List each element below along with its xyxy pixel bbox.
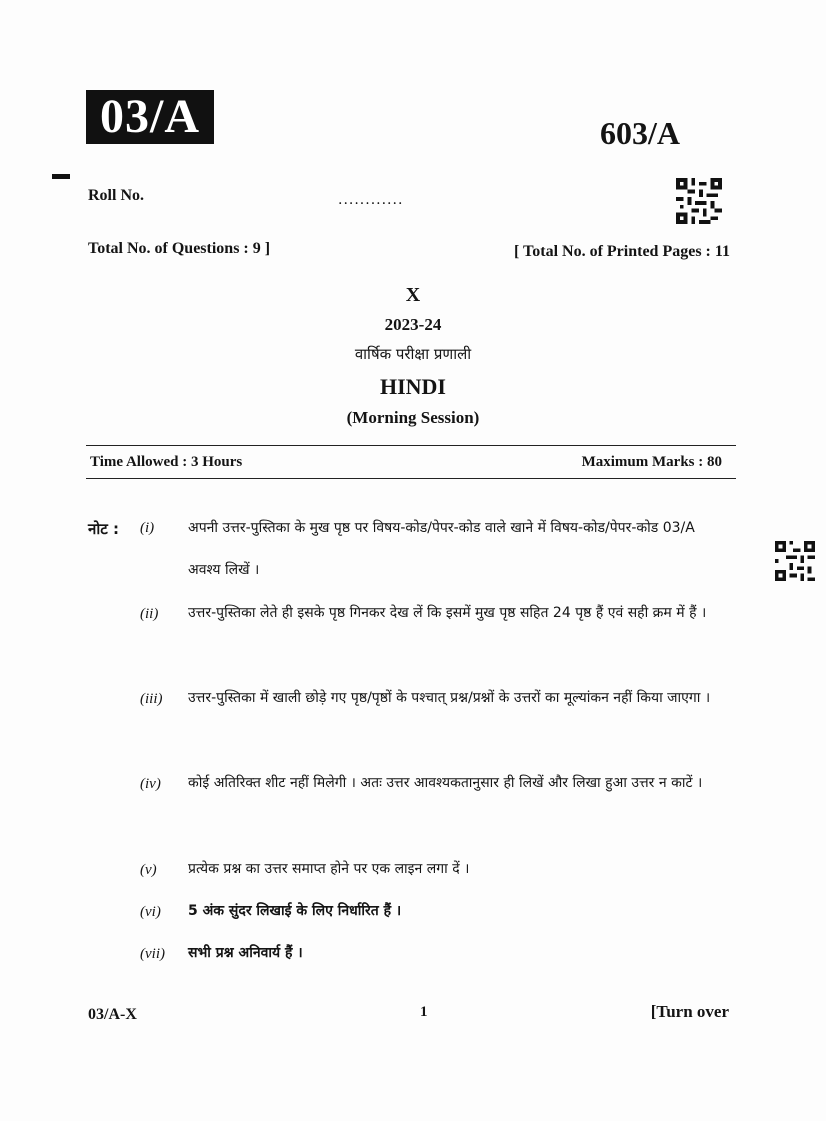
note-number: (i)	[140, 520, 155, 536]
maximum-marks: Maximum Marks : 80	[581, 454, 722, 470]
note-number: (iv)	[140, 776, 161, 792]
note-number: (v)	[140, 862, 157, 878]
total-questions: Total No. of Questions : 9 ]	[88, 240, 271, 257]
roll-no-label: Roll No.	[88, 187, 144, 204]
note-text: कोई अतिरिक्त शीट नहीं मिलेगी । अतः उत्तर आवश्यकतानुसार ही लिखें और लिखा हुआ उत्तर न काटें ।	[188, 775, 703, 791]
subject-title: HINDI	[379, 374, 446, 399]
note-number: (ii)	[140, 606, 159, 622]
subject-code-box: 03/A	[86, 90, 214, 144]
page-number: 1	[420, 1004, 428, 1020]
exam-system: वार्षिक परीक्षा प्रणाली	[354, 345, 472, 363]
total-printed-pages: [ Total No. of Printed Pages : 11	[514, 243, 730, 260]
academic-year: 2023-24	[384, 315, 442, 334]
footer-code: 03/A-X	[88, 1006, 137, 1023]
qr-code-icon	[775, 541, 815, 581]
session-label: (Morning Session)	[346, 408, 480, 427]
note-label: नोट :	[88, 520, 119, 538]
roll-no-dots: ............	[338, 192, 404, 208]
note-number: (vi)	[140, 904, 161, 920]
class-label: X	[405, 284, 421, 306]
turn-over-label: [Turn over	[650, 1002, 729, 1021]
qr-code-icon	[676, 178, 722, 224]
note-text: 5 अंक सुंदर लिखाई के लिए निर्धारित हैं ।	[188, 903, 402, 919]
note-text: उत्तर-पुस्तिका में खाली छोड़े गए पृष्ठ/पृष्ठों के पश्चात् प्रश्न/प्रश्नों के उत्तरों का मूल्यांकन नहीं किया जाएगा ।	[188, 690, 711, 706]
note-text: सभी प्रश्न अनिवार्य हैं ।	[188, 945, 303, 961]
note-number: (iii)	[140, 691, 163, 707]
paper-code: 603/A	[600, 115, 680, 151]
time-allowed: Time Allowed : 3 Hours	[90, 454, 243, 470]
note-text: प्रत्येक प्रश्न का उत्तर समाप्त होने पर एक लाइन लगा दें ।	[188, 861, 470, 877]
divider-bottom	[86, 478, 736, 479]
divider-top	[86, 445, 736, 446]
note-text: उत्तर-पुस्तिका लेते ही इसके पृष्ठ गिनकर देख लें कि इसमें मुख पृष्ठ सहित 24 पृष्ठ हैं एवं सही क्रम में हैं ।	[188, 605, 707, 621]
margin-mark	[52, 174, 70, 179]
note-number: (vii)	[140, 946, 165, 962]
note-text: अपनी उत्तर-पुस्तिका के मुख पृष्ठ पर विषय-कोड/पेपर-कोड वाले खाने में विषय-कोड/पेपर-कोड 03/A अवश्य लिखें ।	[188, 520, 695, 578]
